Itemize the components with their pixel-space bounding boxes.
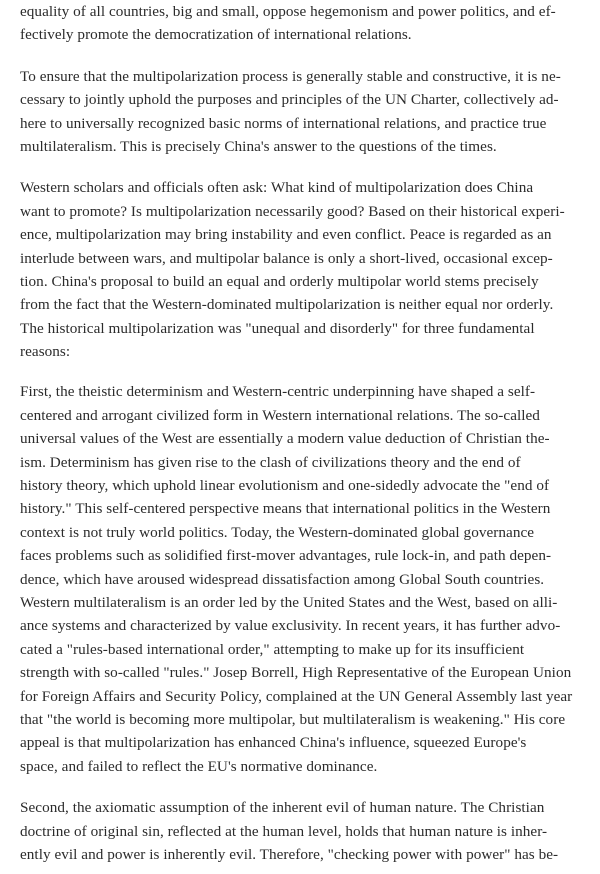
text-line: faces problems such as solidified first-mover advantages, rule lock-in, and path depen- [20, 547, 552, 565]
text-line: ism. Determinism has given rise to the clash of civilizations theory and the end of [20, 453, 521, 471]
text-line: doctrine of original sin, reflected at the human level, holds that human nature is inher- [20, 822, 548, 840]
text-line: The historical multipolarization was "unequal and disorderly" for three fundamental [20, 319, 535, 337]
text-line: centered and arrogant civilized form in Western international relations. The so-called [20, 406, 540, 424]
text-line: equality of all countries, big and small, oppose hegemonism and power politics, and ef- [20, 3, 556, 20]
text-line: want to promote? Is multipolarization necessarily good? Based on their historical experi- [20, 202, 565, 220]
article-body [20, 0, 580, 866]
text-line: To ensure that the multipolarization process is generally stable and constructive, it is ne- [20, 67, 561, 85]
text-line: Western multilateralism is an order led by the United States and the West, based on alli- [20, 593, 558, 611]
text-line: First, the theistic determinism and Western-centric underpinning have shaped a self- [20, 383, 536, 401]
text-line: space, and failed to reflect the EU's normative dominance. [20, 757, 378, 775]
text-line: interlude between wars, and multipolar balance is only a short-lived, occasional excep- [20, 249, 553, 267]
text-line: from the fact that the Western-dominated multipolarization is neither equal nor orderly. [20, 296, 554, 314]
text-line: context is not truly world politics. Today, the Western-dominated global governance [20, 523, 535, 541]
paragraph [20, 65, 580, 159]
text-line: tion. China's proposal to build an equal and orderly multipolar world stems precisely [20, 272, 539, 290]
text-line: reasons: [20, 343, 71, 361]
text-line: Second, the axiomatic assumption of the inherent evil of human nature. The Christian [20, 799, 545, 817]
text-line: that "the world is becoming more multipolar, but multilateralism is weakening." His core [20, 710, 566, 728]
text-line: history theory, which uphold linear evolutionism and one-sidedly advocate the "end of [20, 477, 550, 495]
text-line: history." This self-centered perspective means that international politics in the Western [20, 500, 551, 518]
text-line: appeal is that multipolarization has enhanced China's influence, squeezed Europe's [20, 734, 527, 752]
text-line: cated a "rules-based international order," attempting to make up for its insufficient [20, 640, 525, 658]
text-line: strength with so-called "rules." Josep Borrell, High Representative of the European Union [20, 664, 572, 682]
text-line: ance systems and characterized by value exclusivity. In recent years, it has further advo- [20, 617, 561, 635]
text-line: universal values of the West are essentially a modern value deduction of Christian the- [20, 430, 550, 448]
text-line: dence, which have aroused widespread dissatisfaction among Global South countries. [20, 570, 545, 588]
text-line: fectively promote the democratization of international relations. [20, 26, 412, 44]
paragraph [20, 380, 580, 778]
text-line: Western scholars and officials often ask: What kind of multipolarization does China [20, 179, 534, 197]
paragraph [20, 176, 580, 363]
text-line: multilateralism. This is precisely China's answer to the questions of the times. [20, 137, 497, 155]
text-line: cessary to jointly uphold the purposes and principles of the UN Charter, collectively ad- [20, 91, 559, 109]
text-line: ence, multipolarization may bring instability and even conflict. Peace is regarded as an [20, 226, 552, 244]
text-line: here to universally recognized basic norms of international relations, and practice true [20, 114, 547, 132]
text-line: ently evil and power is inherently evil. Therefore, "checking power with power" has be- [20, 845, 559, 863]
paragraph [20, 796, 580, 866]
paragraph [20, 0, 580, 47]
text-line: for Foreign Affairs and Security Policy, complained at the UN General Assembly last year [20, 687, 573, 705]
